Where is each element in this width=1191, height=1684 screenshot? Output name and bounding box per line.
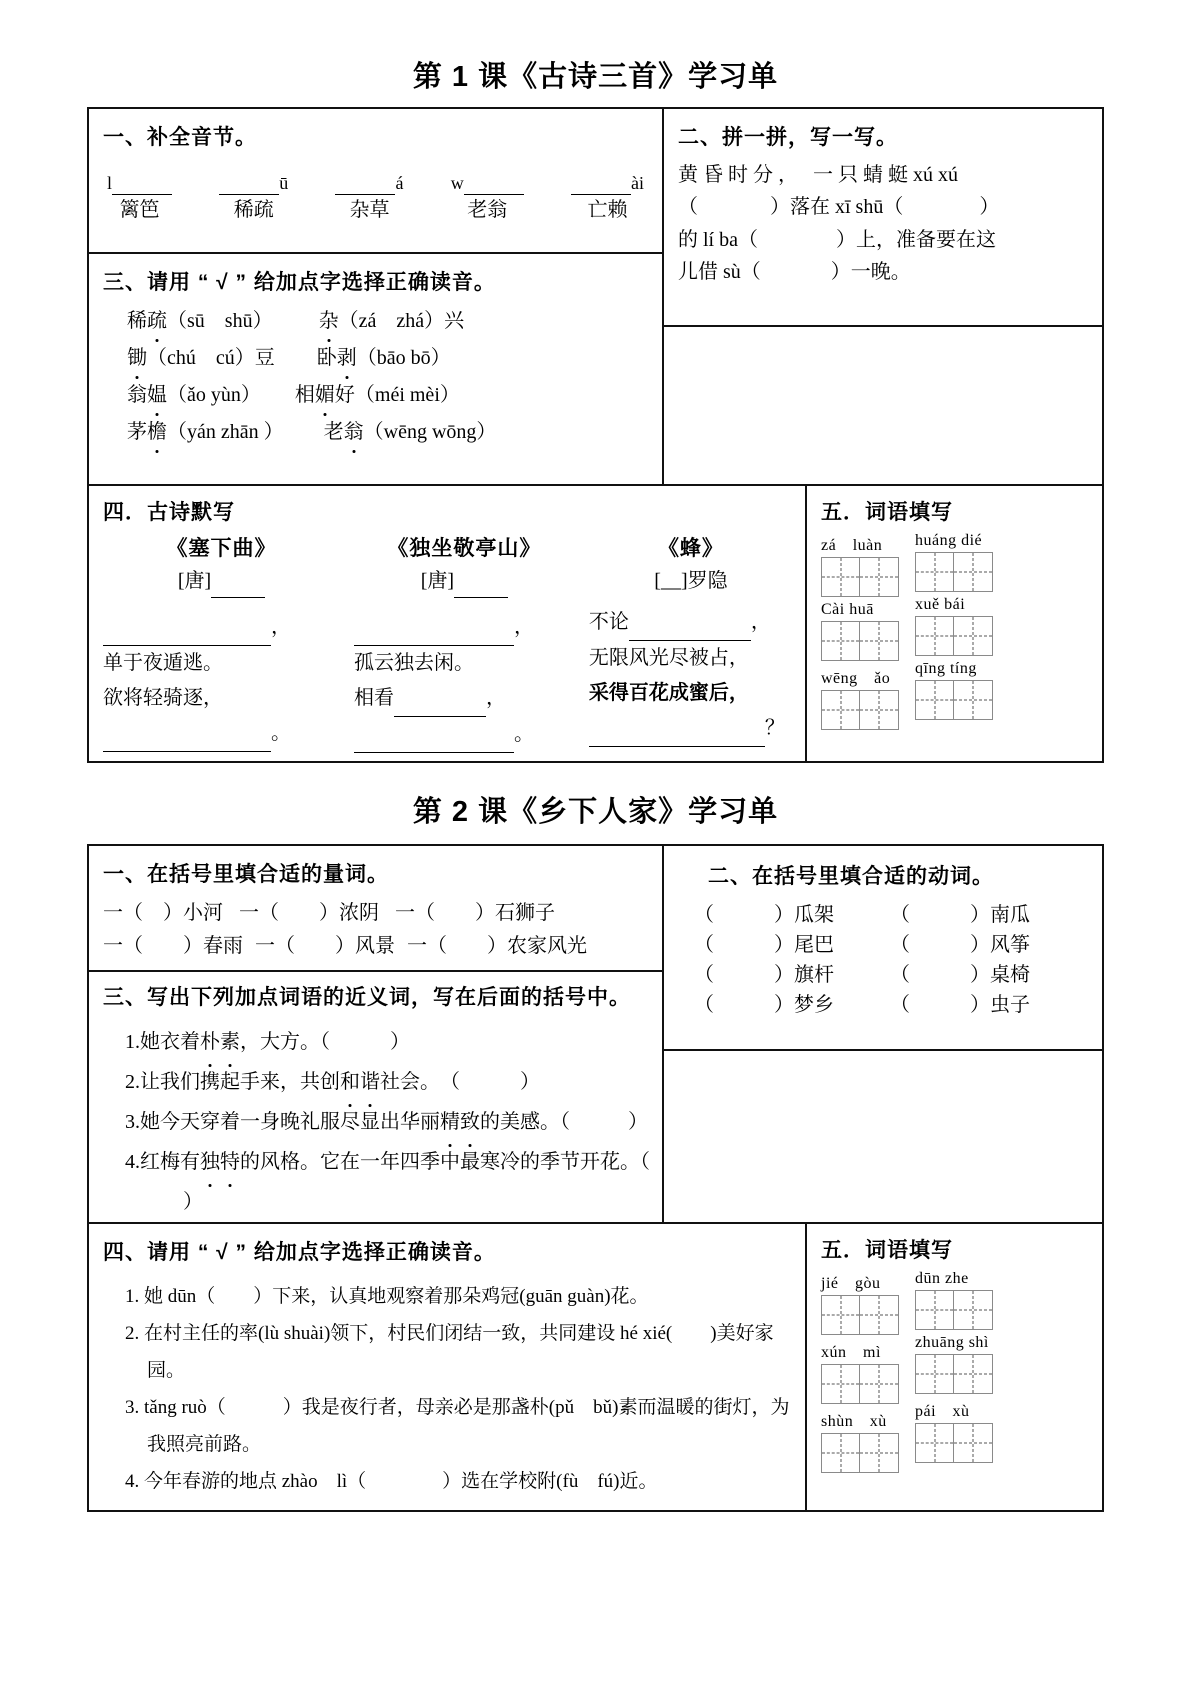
poem-lines <box>340 610 589 753</box>
grid-pair <box>821 1270 899 1335</box>
section-1 <box>89 109 662 254</box>
choice-item[interactable]: 卧剥（bāo bō） <box>317 343 451 374</box>
blank-line[interactable] <box>394 681 486 717</box>
poem-title: 《塞下曲》 <box>166 537 277 560</box>
paren-close: ） <box>390 1031 410 1054</box>
poem-dynasty: [唐] <box>177 570 212 592</box>
pron-choice-item[interactable] <box>103 1463 793 1500</box>
l2-section-1-heading: 一、在括号里填合适的量词。 <box>103 863 389 886</box>
poem-line <box>589 676 793 711</box>
grid-column <box>915 1270 993 1477</box>
blank-line[interactable] <box>335 173 395 195</box>
poem-columns <box>103 532 793 753</box>
item-post: ，大方。（ <box>240 1031 330 1054</box>
measure-word-row <box>103 931 650 962</box>
pron-text: 2. 在村主任的率(lù shuài)领下，村民们闭结一致，共同建设 hé xié( )美好家园。 <box>125 1323 774 1382</box>
choice-item[interactable]: 相媚好（méi mèi） <box>295 380 460 411</box>
lesson2-frame <box>87 844 1104 1512</box>
poem-line[interactable] <box>354 681 589 717</box>
s2-line-4[interactable] <box>678 256 1090 288</box>
grid-pinyin: wēng ǎo <box>821 670 891 687</box>
lesson1-frame <box>87 107 1104 763</box>
pinyin-word: 杂草 <box>349 199 390 221</box>
pron-text: 1. 她 dūn（ ）下来，认真地观察着那朵鸡冠(guān guàn)花。 <box>125 1286 649 1307</box>
pron-choice-item[interactable] <box>125 1315 793 1389</box>
section-2-heading: 二、拼一拼，写一写。 <box>678 126 898 149</box>
poem-author[interactable] <box>340 566 589 598</box>
verb-table <box>694 900 1090 1020</box>
tianzige[interactable] <box>821 1364 899 1404</box>
choice-row <box>127 380 652 411</box>
s2-line-4-post: ）一晚。 <box>830 261 911 284</box>
item-number: 3. <box>125 1111 140 1134</box>
tianzige[interactable] <box>915 1290 993 1330</box>
lesson2-left-col <box>89 846 664 1222</box>
tianzige[interactable] <box>821 621 899 661</box>
grid-column <box>915 532 993 734</box>
choice-options: （yán zhān ） <box>167 421 284 443</box>
blank-line[interactable] <box>103 610 271 646</box>
poem-line[interactable] <box>589 605 793 641</box>
verb-item[interactable]: （ ）梦乡 <box>694 994 834 1016</box>
l2-section-5 <box>807 1224 1102 1510</box>
choice-item[interactable]: 稀疏（sū shū） <box>127 306 273 337</box>
synonym-item[interactable]: 2.让我们携起手来，共创和谐社会。 （ ） <box>125 1062 650 1102</box>
verb-item[interactable]: （ ）桌椅 <box>890 964 1030 986</box>
section-5-heading: 五．词语填写 <box>821 501 953 524</box>
lesson1-left-col <box>89 109 664 484</box>
l2-section-2-spacer <box>664 1051 1102 1222</box>
pinyin-item <box>219 173 288 226</box>
measure-word-item[interactable]: 一（ ）春雨 <box>103 935 243 957</box>
pinyin-item <box>107 173 172 226</box>
blank-line[interactable] <box>219 173 279 195</box>
pinyin-prefix: w <box>450 173 464 193</box>
paren-close: ） <box>520 1071 540 1094</box>
pinyin-prefix: l <box>107 173 113 193</box>
section-3-rows <box>103 306 652 448</box>
punct: ， <box>750 611 771 633</box>
lesson1-row-top <box>89 109 1102 484</box>
item-post: 的风格。它在一年四季中最寒冷的季节开花。（ <box>240 1151 650 1174</box>
pinyin-item <box>335 173 403 226</box>
poem-text: 孤云独去闲。 <box>353 652 474 674</box>
poem-text: 采得百花成蜜后， <box>588 682 749 704</box>
synonym-item[interactable]: 1.她衣着朴素，大方。（ ） <box>125 1022 650 1062</box>
grid-pair <box>915 660 993 720</box>
choice-item[interactable]: 老翁（wēng wōng） <box>324 417 497 448</box>
s2-line-4-pre: 儿借 sù（ <box>678 261 761 284</box>
lesson1-row-bottom <box>89 484 1102 761</box>
choice-options: （zá zhá） <box>338 310 445 332</box>
poem-line[interactable] <box>103 716 340 752</box>
pron-choice-list <box>103 1278 793 1500</box>
punct: ， <box>271 616 291 638</box>
poem-text: 不论 <box>588 611 629 633</box>
blank-line[interactable] <box>464 173 524 195</box>
pinyin-word: 篱笆 <box>119 199 160 221</box>
lesson2-row-top <box>89 846 1102 1222</box>
poem-text: 欲将轻骑逐， <box>103 687 223 709</box>
pinyin-suffix: ài <box>630 173 644 193</box>
s2-line-3-post: ）上，准备要在这 <box>836 228 996 251</box>
poem-text: 单于夜遁逃。 <box>103 652 223 674</box>
punct: ？ <box>764 717 785 739</box>
choice-options: （méi mèi） <box>354 384 460 406</box>
blank-line[interactable] <box>571 173 631 195</box>
grid-pinyin: pái xù <box>915 1403 970 1420</box>
grid-pinyin: Cài huā <box>821 601 874 618</box>
tianzige[interactable] <box>821 1295 899 1335</box>
item-pre: 她衣着 <box>140 1031 200 1054</box>
grid-pair <box>821 665 899 730</box>
blank-line[interactable] <box>454 566 508 598</box>
synonym-item[interactable]: 4.红梅有独特的风格。它在一年四季中最寒冷的季节开花。（） <box>125 1142 650 1222</box>
verb-row <box>694 930 1090 960</box>
section-3 <box>89 254 662 484</box>
grid-pair <box>915 532 993 592</box>
measure-word-item[interactable]: 一（ ）浓阴 <box>239 902 379 924</box>
choice-item[interactable]: 翁媪（ǎo yùn） <box>127 380 261 411</box>
paren-open: （ <box>678 196 698 219</box>
pron-choice-item[interactable] <box>125 1389 793 1463</box>
pinyin-word: 老翁 <box>467 199 508 221</box>
l2-section-1 <box>89 846 662 972</box>
pinyin-item <box>571 173 644 226</box>
blank-line[interactable] <box>354 717 514 753</box>
pinyin-word: 亡赖 <box>587 199 628 221</box>
verb-item[interactable]: （ ）尾巴 <box>694 934 834 956</box>
l2-section-2-heading: 二、在括号里填合适的动词。 <box>708 865 994 888</box>
poem-column <box>589 532 793 753</box>
poem-line[interactable] <box>589 711 793 747</box>
poem-text: 无限风光尽被占， <box>588 647 749 669</box>
verb-item[interactable]: （ ）虫子 <box>890 994 1030 1016</box>
grid-column <box>821 1270 899 1477</box>
grid-pinyin: xún mì <box>821 1344 881 1361</box>
lesson2-title: 第 2 课《乡下人家》学习单 <box>412 796 779 828</box>
item-number: 2. <box>125 1071 140 1094</box>
tianzige[interactable] <box>915 680 993 720</box>
choice-options: （bāo bō） <box>356 347 451 369</box>
poem-line <box>354 646 589 681</box>
choice-options: （chú cú） <box>147 347 255 369</box>
item-number: 1. <box>125 1031 140 1054</box>
poem-line[interactable] <box>354 610 589 646</box>
measure-word-item[interactable]: 一（ ）石狮子 <box>395 902 555 924</box>
choice-row <box>127 417 652 448</box>
measure-word-item[interactable]: 一（ ）风景 <box>255 935 395 957</box>
l2-section-4-heading: 四、请用 “ √ ” 给加点字选择正确读音。 <box>103 1241 496 1264</box>
poem-line[interactable] <box>354 717 589 753</box>
poem-line <box>103 646 340 681</box>
tianzige[interactable] <box>915 552 993 592</box>
l2-section-4 <box>89 1224 807 1510</box>
poem-text: 相看 <box>353 687 394 709</box>
grid-pair <box>821 1408 899 1473</box>
s2-line-3-pre: 的 lí ba（ <box>678 228 758 251</box>
grid-column <box>821 532 899 734</box>
grid-pinyin: shùn xù <box>821 1413 887 1430</box>
verb-item[interactable]: （ ）南瓜 <box>890 904 1030 926</box>
paren-close: ） <box>979 196 1000 219</box>
grid-pinyin: qīng tíng <box>915 660 977 677</box>
item-pre: 红梅有 <box>140 1151 200 1174</box>
poem-title: 《独坐敬亭山》 <box>387 537 542 560</box>
grid-pinyin: xuě bái <box>915 596 966 613</box>
choice-options: （ǎo yùn） <box>167 384 261 406</box>
grid-pinyin: dūn zhe <box>915 1270 969 1287</box>
tianzige[interactable] <box>915 1354 993 1394</box>
pron-choice-item[interactable] <box>103 1278 793 1315</box>
lesson2-right-col <box>664 846 1102 1222</box>
section-2-spacer <box>664 327 1102 484</box>
pinyin-item <box>451 173 524 226</box>
section-4-heading: 四．古诗默写 <box>103 501 235 524</box>
paren-close: ） <box>183 1191 203 1214</box>
verb-item[interactable]: （ ）瓜架 <box>694 904 834 926</box>
lesson2-row-bottom <box>89 1222 1102 1510</box>
poem-dynasty: [唐] <box>420 570 455 592</box>
lesson1-title: 第 1 课《古诗三首》学习单 <box>412 61 779 93</box>
pinyin-suffix: á <box>395 173 404 193</box>
tianzige[interactable] <box>821 557 899 597</box>
poem-dynasty: [__]罗隐 <box>654 570 728 592</box>
item-number: 4. <box>125 1151 140 1174</box>
l2-section-3-heading: 三、写出下列加点词语的近义词，写在后面的括号中。 <box>103 986 631 1009</box>
item-pre: 让我们携起手来，共创 <box>140 1071 340 1094</box>
l2-section-5-grid <box>821 1270 1092 1477</box>
choice-item[interactable]: 锄（chú cú）豆 <box>127 343 275 374</box>
grid-pair <box>915 596 993 656</box>
grid-pair <box>915 1334 993 1394</box>
choice-row <box>127 306 652 337</box>
poem-author[interactable] <box>103 566 340 598</box>
grid-pair <box>915 1398 993 1463</box>
choice-options: （wēng wōng） <box>363 421 497 443</box>
grid-pair <box>821 601 899 661</box>
poem-lines <box>103 610 340 752</box>
blank-line[interactable] <box>103 716 271 752</box>
pinyin-word: 稀疏 <box>233 199 274 221</box>
section-5-grid <box>821 532 1092 734</box>
grid-pinyin: zá luàn <box>821 537 883 554</box>
verb-row <box>694 990 1090 1020</box>
grid-pair <box>821 532 899 597</box>
punct: ， <box>513 616 534 638</box>
l2-section-2 <box>664 846 1102 1051</box>
blank-line[interactable] <box>629 605 751 641</box>
blank-line[interactable] <box>589 711 765 747</box>
blank-line[interactable] <box>112 173 172 195</box>
s2-line-1: 黄 昏 时 分 ， 一 只 蜻 蜓 xú xú <box>678 164 958 186</box>
s2-line-2[interactable] <box>678 191 1090 223</box>
poem-line <box>589 641 793 676</box>
synonym-list <box>103 1022 650 1222</box>
choice-item[interactable]: 杂（zá zhá）兴 <box>319 306 465 337</box>
l2-section-3 <box>89 972 662 1222</box>
section-3-heading: 三、请用 “ √ ” 给加点字选择正确读音。 <box>103 271 496 294</box>
blank-line[interactable] <box>354 610 514 646</box>
measure-word-row <box>103 898 650 929</box>
measure-word-item[interactable]: 一（ ）农家风光 <box>407 935 587 957</box>
grid-pair <box>821 1339 899 1404</box>
s2-line-2-mid: ）落在 xī shū（ <box>770 196 904 219</box>
synonym-item[interactable]: 3.她今天穿着一身晚礼服尽显出华丽精致的美感。（ ） <box>125 1102 650 1142</box>
tianzige[interactable] <box>915 616 993 656</box>
poem-author[interactable] <box>589 566 793 597</box>
section-5 <box>807 486 1102 761</box>
paren-close: ） <box>628 1111 648 1134</box>
poem-title: 《蜂》 <box>657 537 724 560</box>
poem-line[interactable] <box>103 610 340 646</box>
punct: ， <box>485 687 506 709</box>
choice-row <box>127 343 652 374</box>
verb-row <box>694 960 1090 990</box>
grid-pinyin: jié gòu <box>821 1275 881 1292</box>
tianzige[interactable] <box>821 1433 899 1473</box>
item-post: 的美感。（ <box>480 1111 570 1134</box>
choice-item[interactable]: 茅檐（yán zhān ） <box>127 417 284 448</box>
blank-line[interactable] <box>211 566 265 598</box>
grid-pinyin: zhuāng shì <box>915 1334 989 1351</box>
l2-section-5-heading: 五．词语填写 <box>821 1239 953 1262</box>
pron-text: 4. 今年春游的地点 zhào lì（ ）选在学校附(fù fú)近。 <box>125 1471 658 1493</box>
section-2 <box>664 109 1102 327</box>
choice-options: （sū shū） <box>167 310 273 332</box>
pron-text: 3. tǎng ruò（ ）我是夜行者，母亲必是那盏朴(pǔ bǔ)素而温暖的街灯，为我照亮前路。 <box>125 1397 790 1456</box>
tianzige[interactable] <box>915 1423 993 1463</box>
section-4 <box>89 486 807 761</box>
poem-lines <box>589 605 793 747</box>
grid-pair <box>915 1270 993 1330</box>
verb-item[interactable]: （ ）风筝 <box>890 934 1030 956</box>
punct: 。 <box>513 723 534 745</box>
s2-line-3[interactable] <box>678 224 1090 256</box>
item-post: 社会。 （ <box>380 1071 460 1094</box>
punct: 。 <box>271 722 291 744</box>
lesson1-right-col <box>664 109 1102 484</box>
tianzige[interactable] <box>821 690 899 730</box>
poem-line <box>103 681 340 716</box>
verb-row <box>694 900 1090 930</box>
poem-column <box>340 532 589 753</box>
section-2-text <box>678 159 1090 289</box>
verb-item[interactable]: （ ）旗杆 <box>694 964 834 986</box>
pinyin-suffix: ū <box>279 173 289 193</box>
section-1-heading: 一、补全音节。 <box>103 126 257 149</box>
grid-pinyin: huáng dié <box>915 532 983 549</box>
item-pre: 她今天穿着一身晚礼服尽显出华丽 <box>140 1111 440 1134</box>
poem-column <box>103 532 340 753</box>
measure-word-item[interactable]: 一（ ）小河 <box>103 902 223 924</box>
